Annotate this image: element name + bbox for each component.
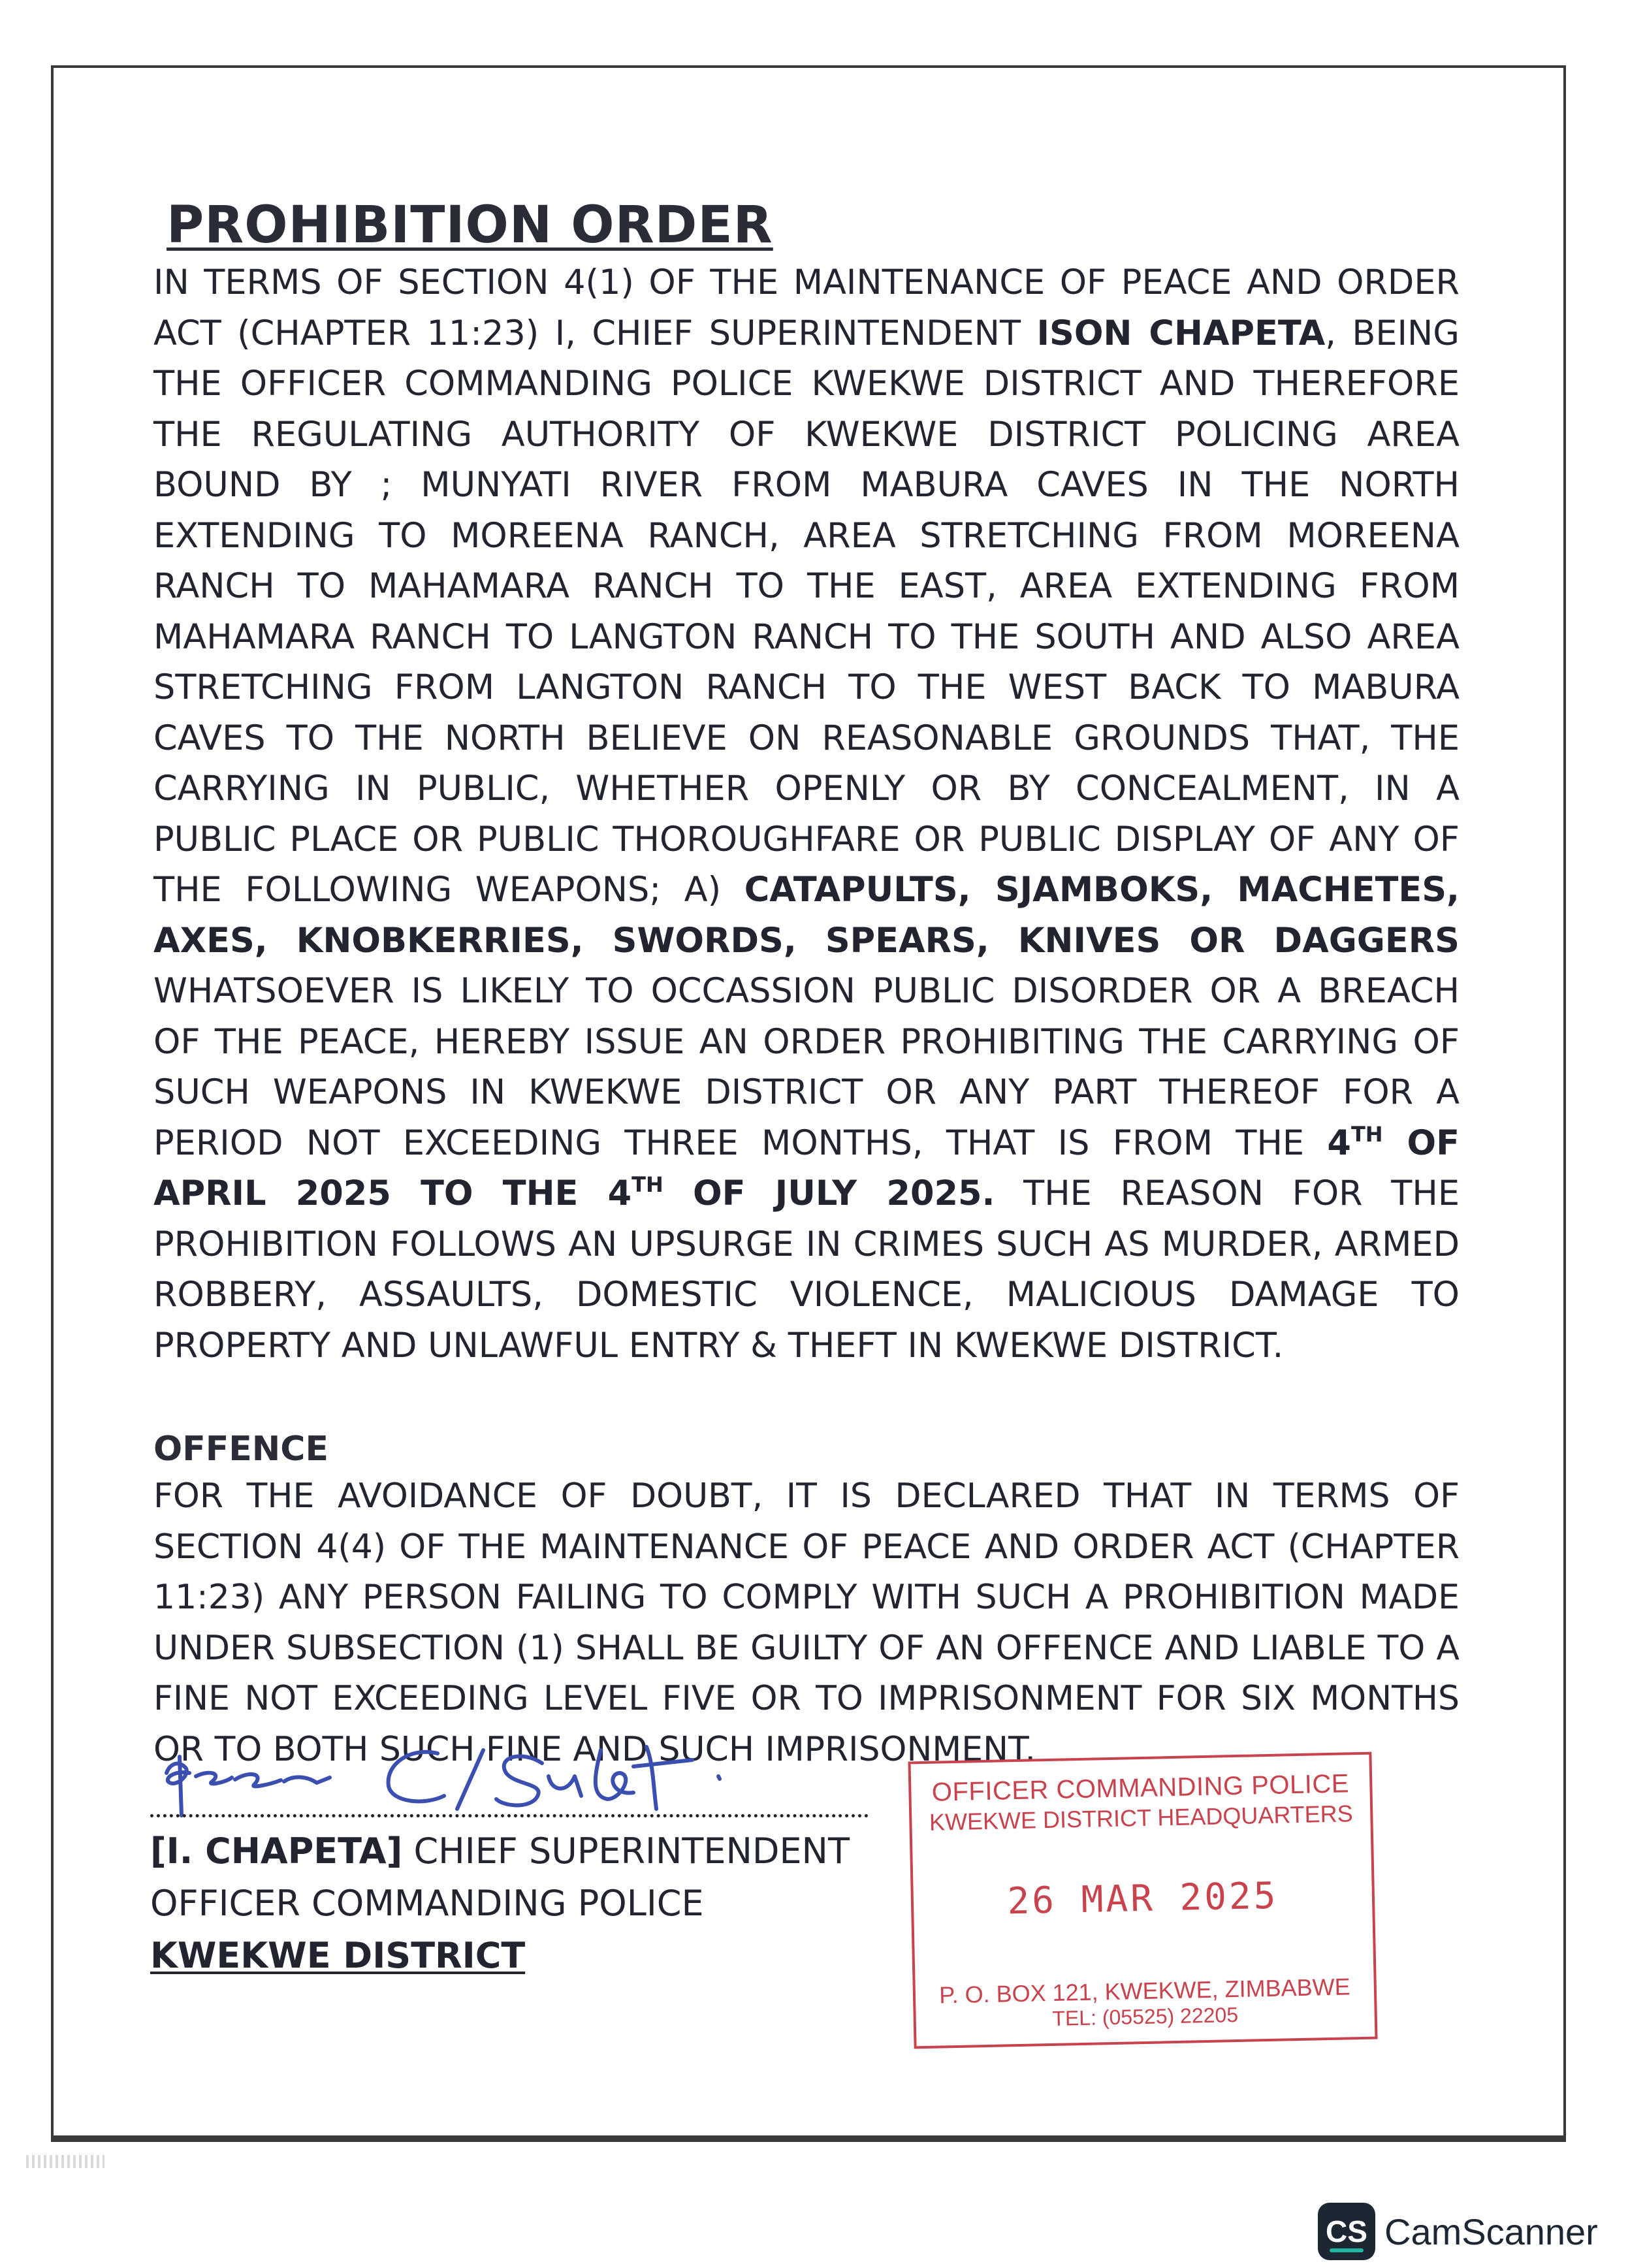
stamp-address: P. O. BOX 121, KWEKWE, ZIMBABWE (938, 1973, 1351, 2009)
camscanner-logo-icon: CS (1318, 2203, 1375, 2260)
weapons-list: CATAPULTS, SJAMBOKS, MACHETES, AXES, KNOBKERRIES, SWORDS, SPEARS, KNIVES OR DAGGERS (153, 870, 1460, 961)
stamp-date: 26 MAR 2025 (1006, 1874, 1279, 1923)
order-paragraph (153, 257, 1460, 1371)
camscanner-watermark (1318, 2202, 1598, 2261)
handwritten-signature-icon (150, 1737, 882, 1822)
signature (150, 1737, 882, 1822)
document-body (153, 196, 1460, 1775)
signatory-block (150, 1825, 850, 1982)
period-start: 4TH OF APRIL 2025 TO THE 4TH OF JULY 2025. (153, 1121, 1460, 1213)
stamp-telephone: TEL: (05525) 22205 (1052, 2002, 1239, 2030)
order-text-part4: THE REASON FOR THE PROHIBITION FOLLOWS AN UPSURGE IN CRIMES SUCH AS MURDER, ARMED ROBBERY, ASSAULTS, DOMESTIC VIOLENCE, MALICIOUS DAMAGE TO PROPERTY AND UNLAWFUL ENTRY & THEFT IN KWEKWE DISTRICT. (153, 1174, 1460, 1366)
signatory-name-line (150, 1825, 850, 1877)
document-title: PROHIBITION ORDER (167, 196, 773, 255)
order-text-part2: , BEING THE OFFICER COMMANDING POLICE KWEKWE DISTRICT AND THEREFORE THE REGULATING AUTHORITY OF KWEKWE DISTRICT POLICING AREA BOUND BY ; MUNYATI RIVER FROM MABURA CAVES IN THE NORTH EXTENDING TO MOREENA RANCH, AREA STRETCHING FROM MOREENA RANCH TO MAHAMARA RANCH TO THE EAST, AREA EXTENDING FROM MAHAMARA RANCH TO LANGTON RANCH TO THE SOUTH AND ALSO AREA STRETCHING FROM LANGTON RANCH TO THE WEST BACK TO MABURA CAVES TO THE NORTH BELIEVE ON REASONABLE GROUNDS THAT, THE CARRYING IN PUBLIC, WHETHER OPENLY OR BY CONCEALMENT, IN A PUBLIC PLACE OR PUBLIC THOROUGHFARE OR PUBLIC DISPLAY OF ANY OF THE FOLLOWING WEAPONS; A) (153, 313, 1460, 910)
scan-edge-noise (26, 2155, 104, 2168)
signatory-district: KWEKWE DISTRICT (150, 1935, 526, 1976)
stamp-office: OFFICER COMMANDING POLICE (931, 1769, 1350, 1807)
officer-name: ISON CHAPETA (1036, 313, 1326, 353)
order-text-part3: WHATSOEVER IS LIKELY TO OCCASSION PUBLIC DISORDER OR A BREACH OF THE PEACE, HEREBY ISSUE AN ORDER PROHIBITING THE CARRYING OF SUCH WEAPONS IN KWEKWE DISTRICT OR ANY PART THEREOF FOR A PERIOD NOT EXCEEDING THREE MONTHS, THAT IS FROM THE (153, 971, 1460, 1163)
offence-heading: OFFENCE (153, 1429, 328, 1469)
camscanner-label: CamScanner (1384, 2211, 1598, 2252)
official-stamp (908, 1752, 1377, 2049)
signatory-position: OFFICER COMMANDING POLICE (150, 1883, 704, 1924)
signatory-name: [I. CHAPETA] (150, 1830, 403, 1872)
signature-line (150, 1814, 869, 1817)
signatory-rank: CHIEF SUPERINTENDENT (413, 1830, 850, 1872)
stamp-headquarters: KWEKWE DISTRICT HEADQUARTERS (929, 1800, 1354, 1836)
offence-paragraph: FOR THE AVOIDANCE OF DOUBT, IT IS DECLARED THAT IN TERMS OF SECTION 4(4) OF THE MAINTENANCE OF PEACE AND ORDER ACT (CHAPTER 11:23) ANY PERSON FAILING TO COMPLY WITH SUCH A PROHIBITION MADE UNDER SUBSECTION (1) SHALL BE GUILTY OF AN OFFENCE AND LIABLE TO A FINE NOT EXCEEDING LEVEL FIVE OR TO IMPRISONMENT FOR SIX MONTHS OR TO BOTH SUCH FINE AND SUCH IMPRISONMENT. (153, 1477, 1460, 1769)
order-text-part1: IN TERMS OF SECTION 4(1) OF THE MAINTENANCE OF PEACE AND ORDER ACT (CHAPTER 11:23) I, CHIEF SUPERINTENDENT (153, 263, 1460, 353)
